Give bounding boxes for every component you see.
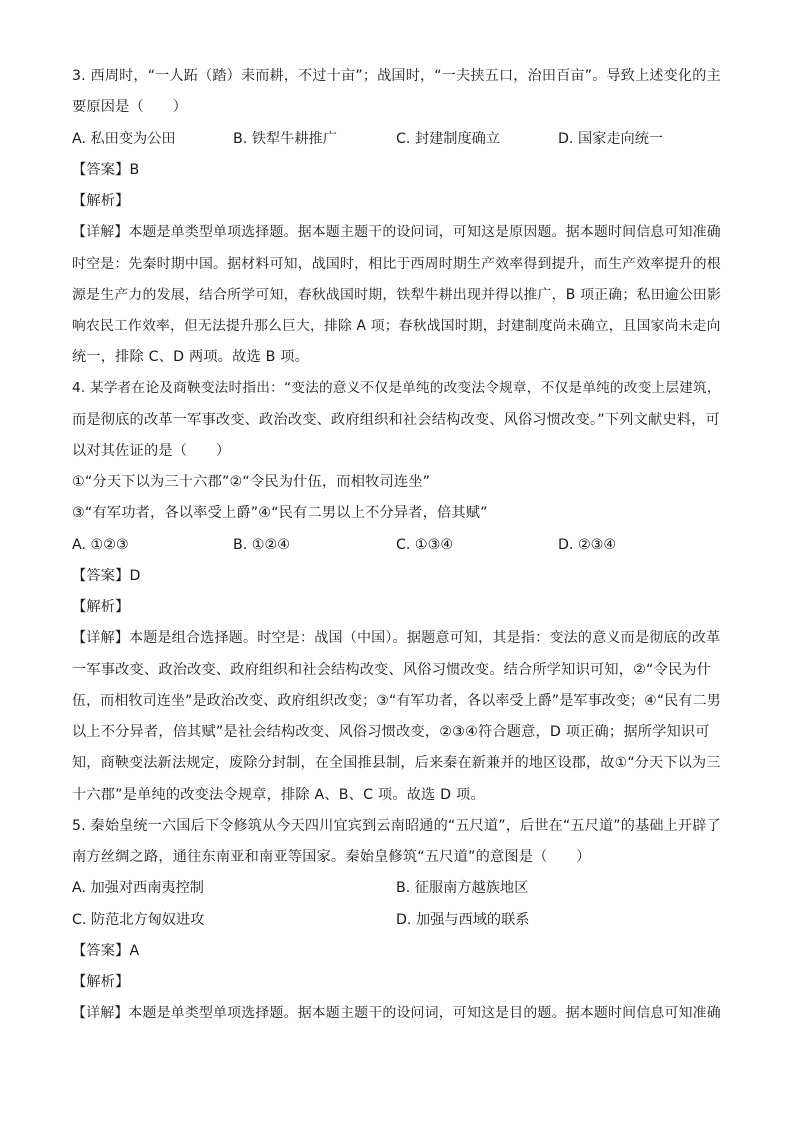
q3-option-d: D. 国家走向统一 <box>558 131 664 147</box>
q5-stem-line-1: 5. 秦始皇统一六国后下令修筑从今天四川宜宾到云南昭通的“五尺道”，后世在“五尺道”的基础上开辟了 <box>72 818 721 834</box>
q4-analysis-label: 【解析】 <box>72 599 130 615</box>
q3-answer: 【答案】B <box>72 162 140 178</box>
q3-detail-line-5: 统一，排除 C、D 两项。故选 B 项。 <box>72 349 310 365</box>
q5-option-d: D. 加强与西域的联系 <box>396 912 530 928</box>
q5-option-a: A. 加强对西南夷控制 <box>72 880 204 896</box>
q3-detail-line-1: 【详解】本题是单类型单项选择题。据本题主题干的设问词，可知这是原因题。据本题时间信息可知准确 <box>72 224 721 240</box>
q3-analysis-label: 【解析】 <box>72 193 130 209</box>
q3-options <box>72 129 732 149</box>
q3-detail-line-3: 源是生产力的发展，结合所学可知，春秋战国时期，铁犁牛耕出现并得以推广，B 项正确；私田逾公田影 <box>72 287 722 303</box>
q4-detail-line-3: 伍，而相牧司连坐”是政治改变、政府组织改变；③“有军功者，各以率受上爵”是军事改变；④“民有二男 <box>72 693 721 709</box>
q3-detail-line-2: 时空是：先秦时期中国。据材料可知，战国时，相比于西周时期生产效率得到提升，而生产效率提升的根 <box>72 256 721 272</box>
q5-option-c: C. 防范北方匈奴进攻 <box>72 912 205 928</box>
q5-analysis-label: 【解析】 <box>72 974 130 990</box>
q3-stem-line-1: 3. 西周时，“一人跖（踏）耒而耕，不过十亩”；战国时，“一夫挟五口，治田百亩”。导致上述变化的主 <box>72 68 721 84</box>
q4-option-b: B. ①②④ <box>233 537 290 553</box>
q4-option-d: D. ②③④ <box>558 537 617 553</box>
q4-option-c: C. ①③④ <box>396 537 454 553</box>
q5-options-row-2 <box>72 910 732 930</box>
q4-stem-line-2: 而是彻底的改革一军事改变、政治改变、政府组织和社会结构改变、风俗习惯改变。”下列文献史料，可 <box>72 412 720 428</box>
q5-options-row-1 <box>72 878 732 898</box>
q4-detail-line-2: 一军事改变、政治改变、政府组织和社会结构改变、风俗习惯改变。结合所学知识可知，②“令民为什 <box>72 662 712 678</box>
q3-stem-line-2: 要原因是（ ） <box>72 99 188 115</box>
q3-option-c: C. 封建制度确立 <box>396 131 501 147</box>
q4-detail-line-4: 以上不分异者，倍其赋”是社会结构改变、风俗习惯改变，②③④符合题意，D 项正确；据所学知识可 <box>72 724 710 740</box>
q4-stem-line-1: 4. 某学者在论及商鞅变法时指出：“变法的意义不仅是单纯的改变法令规章，不仅是单纯的改变上层建筑， <box>72 380 721 396</box>
q4-options <box>72 535 732 555</box>
q4-stem-line-5: ③“有军功者，各以率受上爵”④“民有二男以上不分异者，倍其赋” <box>72 505 488 521</box>
q5-stem-line-2: 南方丝绸之路，通往东南亚和南亚等国家。秦始皇修筑“五尺道”的意图是（ ） <box>72 849 591 865</box>
q4-answer: 【答案】D <box>72 568 141 584</box>
q5-option-b: B. 征服南方越族地区 <box>396 880 529 896</box>
q4-stem-line-4: ①“分天下以为三十六郡”②“令民为什伍，而相牧司连坐” <box>72 474 431 490</box>
q3-option-b: B. 铁犁牛耕推广 <box>233 131 337 147</box>
q4-detail-line-1: 【详解】本题是组合选择题。时空是：战国（中国）。据题意可知，其是指：变法的意义而是彻底的改革 <box>72 630 721 646</box>
q5-detail-line-1: 【详解】本题是单类型单项选择题。据本题主题干的设问词，可知这是目的题。据本题时间信息可知准确 <box>72 1005 721 1021</box>
q5-answer: 【答案】A <box>72 943 140 959</box>
q4-detail-line-6: 十六郡”是单纯的改变法令规章，排除 A、B、C 项。故选 D 项。 <box>72 787 485 803</box>
q4-stem-line-3: 以对其佐证的是（ ） <box>72 443 231 459</box>
q4-detail-line-5: 知，商鞅变法新法规定，废除分封制，在全国推县制，后来秦在新兼并的地区设郡，故①“分天下以为三 <box>72 755 721 771</box>
q3-option-a: A. 私田变为公田 <box>72 131 176 147</box>
q4-option-a: A. ①②③ <box>72 537 129 553</box>
q3-detail-line-4: 响农民工作效率，但无法提升那么巨大，排除 A 项；春秋战国时期，封建制度尚未确立，且国家尚未走向 <box>72 318 721 334</box>
